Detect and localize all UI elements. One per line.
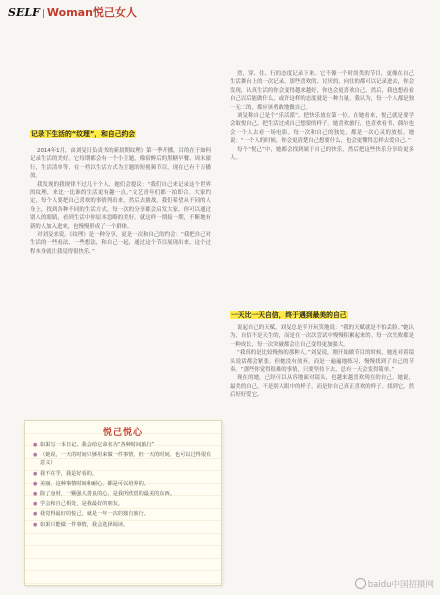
section-heading-texture [30,128,136,138]
card-list-item: ● 如果只能做一件事情，我会选择阅读。 [33,521,215,529]
watermark [355,578,434,590]
article-paragraph: “我真的是比较慢热的那种人。”刘旻说，刚开始做节目的时候，她连对着镜头说话都会紧张。但她没有放弃，而是一遍遍地练习，慢慢找到了自己的节奏。“那些你觉得很难的事情，只要坚持下去，总有一天会变得简单。” [230,350,414,374]
section-heading-confidence [230,309,348,319]
card-list-item: ● 如果写一本日记，我会给它命名为“各种时间旅行” [33,441,215,449]
article-paragraph: 2014年1月，由刘旻日负责书的新晨期纹理》第一季开播，目的在于如何记录生活的美好。它每期都会有一个小主题，像宿醉后的黑糖早餐、周末旅行，生活清单等，在一档以生活方式为主题的短视频节目，现在已有千万播放。 [30,148,211,180]
magazine-header [8,4,137,20]
card-list-item: ● 除了身材，一颗强大善良的心，是我所欣赏的最美的东西。 [33,490,215,498]
magazine-name: Woman悦己女人 [46,6,137,19]
card-list-item: ● 学会和自己相处，是我最好的朋友。 [33,500,215,508]
article-paragraph: 我发现的我规律不过几十个人，她们会提议：“我们自己来记录这个世界的纹理，来比一比谁的生活更有趣一点。”文艺青年们都一拍即合。大家约定，每个人要把自己喜欢的事情列出来，然后去挑战。我们希望从不同的人身上，找到各种不同的生活方式。每一次的分享都会启发大家，你可以通过别人的眼睛，看到生活中你原本忽略的美好。就这样一期接一期，不断地有新的人加入进来，也慢慢形成了一个群体。 [30,181,211,230]
header-separator: | [41,9,45,19]
sidebar-note-card [24,420,222,586]
article-paragraph: 然，穿、住、行的态度记录下来。它不像一个时尚类的节目，更像在自己生活舞台上的一次记录，那些喜欢的、讨厌的、向往的都可以记录进去，你会发现，认真生活的你会变得越来越好，你也会更喜欢自己。然后，我也想看看自己以后能做什么，或许这样的态度就是一种力量。我认为，每一个人都是独一无二的，都应该勇敢地做自己。 [230,71,414,111]
article-column-left [30,147,211,256]
card-list-item: ● 我不在乎，我是好看的。 [33,470,215,478]
article-paragraph: 说起自己的天赋，刘旻总是半开玩笑地说：“我的天赋就是不怕丢脸。”她认为，自信不是天生的，而是在一次次尝试中慢慢积累起来的。每一次失败都是一种成长，每一次突破都会让自己变得更加强大。 [230,325,414,348]
card-list-item: ● 美丽，这种事情时间和耐心，都是可以培养的。 [33,480,215,488]
article-paragraph: 对刘旻来说，《纹理》是一种分享，更是一次和自己的约会：“我把自己对生活的一些看法、一些想法，和自己一起，通过这个节目展现出来，这个过程本身就让我觉得很快乐。” [30,232,211,255]
card-list-item: ● 我觉得最好的悦己，就是一年一次的独自旅行。 [33,510,215,518]
heading-highlight: 一天比一天自信，终于遇到最美的自己 [231,311,347,319]
article-column-right-lower [230,324,414,400]
article-paragraph: 每个“悦己”中，她都会找到属于自己的快乐，然后把这些快乐分享给更多人。 [230,146,414,162]
brand-logo: SELF [8,6,40,19]
card-title: 悦己悦心 [102,428,143,438]
article-paragraph: 刘旻称自己是个“乐活派”，把快乐放在第一位。在她看来，悦己就是要学会取悦自己，把生活过成自己想要的样子。她喜欢旅行，也喜欢看书，偶尔也会一个人去看一场电影。每一次和自己的独处，都是一次心灵的放松。她说：“一个人的时候，你会更清楚自己想要什么，也会更懂得怎样去爱自己。” [230,113,414,145]
article-paragraph: 现在的她，已经可以从容地面对镜头，也越来越喜欢现在的自己。她说，最美的自己，不是别人眼中的样子，而是你自己真正喜欢的样子。找到它，然后好好爱它。 [230,375,414,399]
paw-icon [355,578,366,589]
watermark-text: baidu中国招摄网 [367,580,434,590]
card-list-item: ● （她说，一天的时间只够用来做一件事情，但一天的时间，也可以过得很有意义） [33,451,215,467]
heading-highlight: 记录下生活的“纹理”，和自己约会 [31,130,136,138]
article-column-right [230,70,414,162]
card-list [33,441,215,531]
